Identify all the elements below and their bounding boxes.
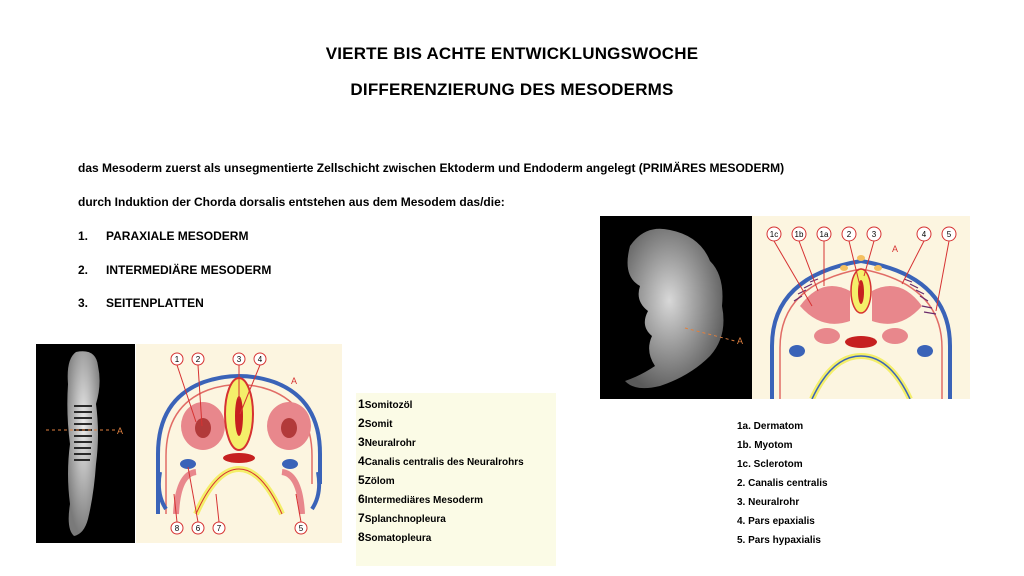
list-item-2	[78, 263, 271, 277]
legend-item: 8Somatopleura	[358, 530, 432, 544]
label-2: 2	[195, 355, 201, 364]
label-3: 3	[236, 355, 242, 364]
embryo-photo-dorsal	[36, 344, 135, 543]
legend-right-item: 2. Canalis centralis	[737, 478, 828, 489]
section-marker-right: A	[737, 336, 744, 346]
list-text: SEITENPLATTEN	[106, 296, 204, 310]
legend-item: 5Zölom	[358, 473, 395, 487]
label-8: 8	[174, 524, 180, 533]
list-number: 3.	[78, 296, 89, 310]
label-3: 3	[871, 230, 877, 239]
title-line-2: DIFFERENZIERUNG DES MESODERMS	[350, 80, 674, 99]
legend-right-item: 1a. Dermatom	[737, 421, 804, 432]
section-marker: A	[117, 426, 124, 436]
legend-right-item: 5. Pars hypaxialis	[737, 535, 821, 546]
legend-right-item: 3. Neuralrohr	[737, 497, 800, 508]
label-1c: 1c	[769, 230, 779, 239]
label-2: 2	[846, 230, 852, 239]
legend-item: 6Intermediäres Mesoderm	[358, 492, 484, 506]
list-item-1	[78, 229, 248, 243]
label-4: 4	[921, 230, 927, 239]
paragraph-induction: durch Induktion der Chorda dorsalis entstehen aus dem Mesodem das/die:	[78, 195, 505, 209]
legend-right-item: 1b. Myotom	[737, 440, 793, 451]
legend-right-item: 1c. Sclerotom	[737, 459, 803, 470]
legend-right-item: 4. Pars epaxialis	[737, 516, 815, 527]
legend-left	[356, 393, 556, 566]
legend-item: 7Splanchnopleura	[358, 511, 446, 525]
list-number: 1.	[78, 229, 89, 243]
legend-item: 1Somitozöl	[358, 397, 413, 411]
cross-section-diagram-right	[752, 216, 970, 399]
legend-item: 3Neuralrohr	[358, 435, 416, 449]
legend-item: 4Canalis centralis des Neuralrohrs	[358, 454, 524, 468]
label-1a: 1a	[819, 230, 829, 239]
label-7: 7	[216, 524, 222, 533]
list-item-3	[78, 296, 204, 310]
list-number: 2.	[78, 263, 89, 277]
label-6: 6	[195, 524, 201, 533]
title-line-1: VIERTE BIS ACHTE ENTWICKLUNGSWOCHE	[325, 44, 699, 63]
paragraph-primary-mesoderm: das Mesoderm zuerst als unsegmentierte Zellschicht zwischen Ektoderm und Endoderm angelegt (PRIMÄRES MESODERM)	[78, 161, 785, 175]
legend-item: 2Somit	[358, 416, 393, 430]
cross-section-diagram-left	[136, 344, 342, 543]
label-1b: 1b	[794, 230, 804, 239]
section-marker-a-right: A	[892, 244, 899, 254]
list-text: INTERMEDIÄRE MESODERM	[106, 263, 272, 277]
label-1: 1	[174, 355, 180, 364]
list-text: PARAXIALE MESODERM	[106, 229, 249, 243]
section-marker-a: A	[291, 376, 298, 386]
embryo-photo-lateral	[600, 216, 752, 399]
label-5: 5	[298, 524, 304, 533]
label-5: 5	[946, 230, 952, 239]
label-4: 4	[257, 355, 263, 364]
